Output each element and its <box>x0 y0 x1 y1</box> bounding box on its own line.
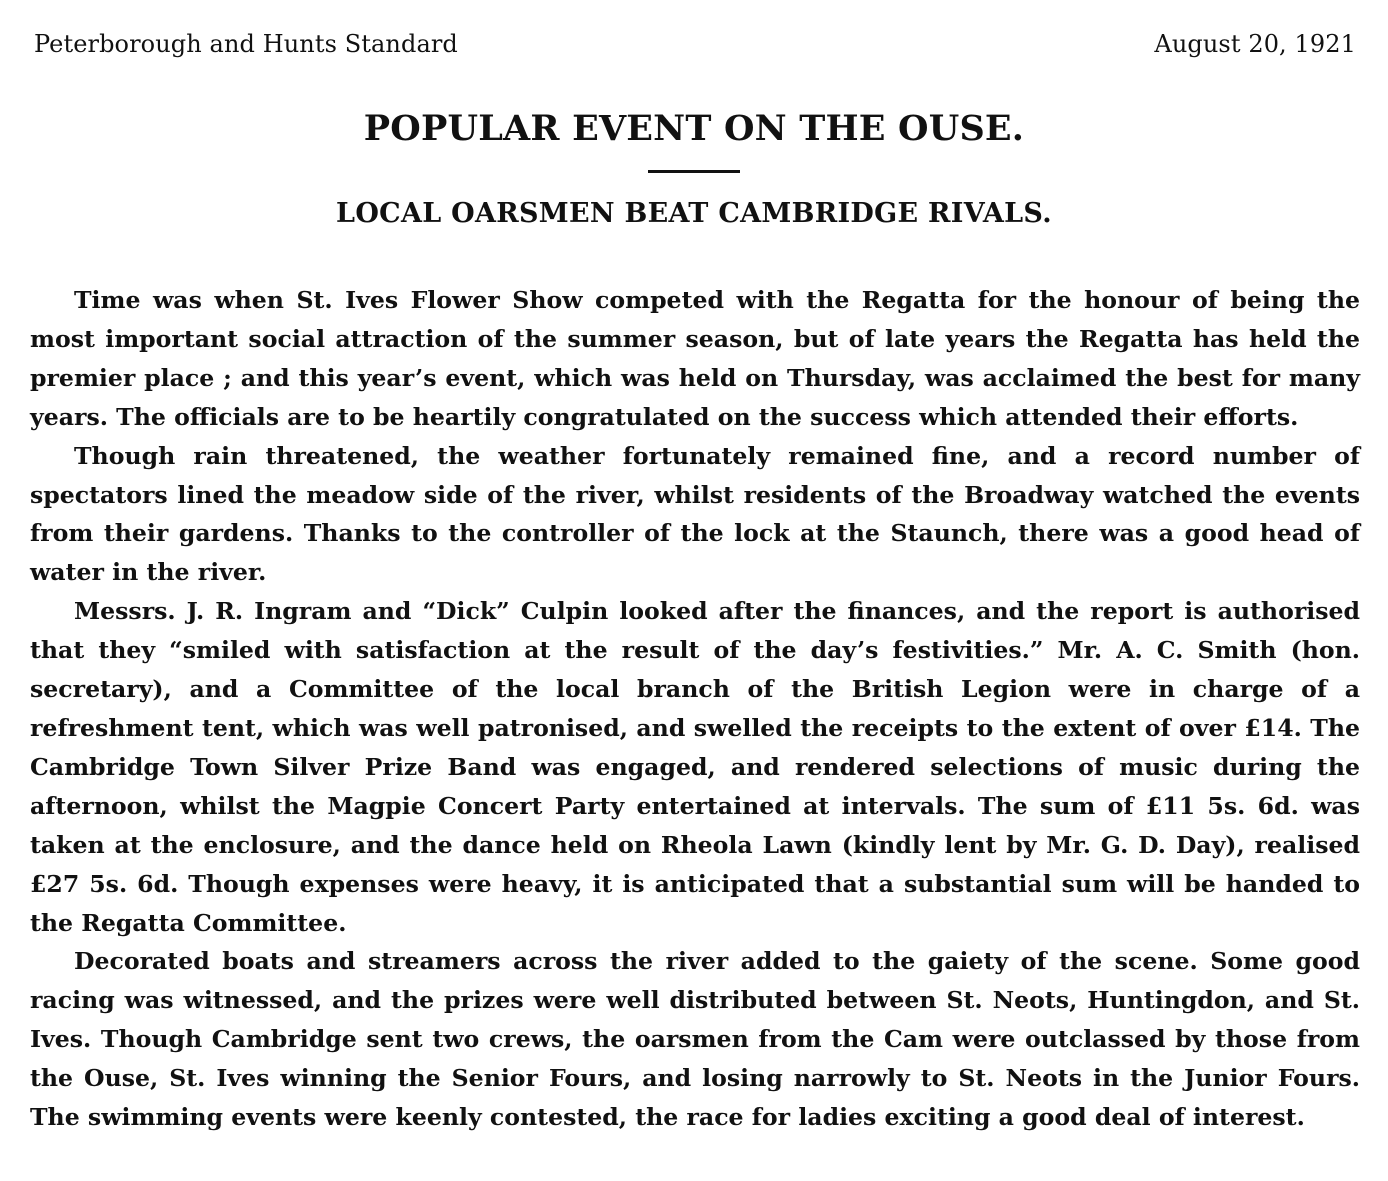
article-subheadline: LOCAL OARSMEN BEAT CAMBRIDGE RIVALS. <box>336 198 1052 229</box>
article-body <box>30 281 1360 1137</box>
article-headline: POPULAR EVENT ON THE OUSE. <box>363 108 1025 149</box>
headline-divider <box>648 170 740 173</box>
article-paragraph: Decorated boats and streamers across the river added to the gaiety of the scene. Some good racing was witnessed, and the prizes were well distributed between St. Neots, Huntingdon, and St. Ives. Though Cambridge sent two crews, the oarsmen from the Cam were outclassed by those from the Ouse, St. Ives winning the Senior Fours, and losing narrowly to St. Neots in the Junior Fours. The swimming events were keenly contested, the race for ladies exciting a good deal of interest. <box>30 947 1360 1132</box>
masthead <box>34 30 1356 64</box>
article-paragraph: Messrs. J. R. Ingram and “Dick” Culpin looked after the finances, and the report is authorised that they “smiled with satisfaction at the result of the day’s festivities.” Mr. A. C. Smith (hon. secretary), and a Committee of the local branch of the British Legion were in charge of a refreshment tent, which was well patronised, and swelled the receipts to the extent of over £14. The Cambridge Town Silver Prize Band was engaged, and rendered selections of music during the afternoon, whilst the Magpie Concert Party entertained at intervals. The sum of £11 5s. 6d. was taken at the enclosure, and the dance held on Rheola Lawn (kindly lent by Mr. G. D. Day), realised £27 5s. 6d. Though expenses were heavy, it is anticipated that a substantial sum will be handed to the Regatta Committee. <box>30 597 1360 937</box>
article-paragraph: Time was when St. Ives Flower Show competed with the Regatta for the honour of being the most important social attraction of the summer season, but of late years the Regatta has held the premier place ; and this year’s event, which was held on Thursday, was acclaimed the best for many years. The officials are to be heartily congratulated on the success which attended their efforts. <box>30 286 1360 431</box>
publication-date: August 20, 1921 <box>1154 30 1356 58</box>
article-paragraph: Though rain threatened, the weather fortunately remained fine, and a record number of spectators lined the meadow side of the river, whilst residents of the Broadway watched the events from their gardens. Thanks to the controller of the lock at the Staunch, there was a good head of water in the river. <box>30 441 1360 587</box>
publication-name: Peterborough and Hunts Standard <box>34 30 458 58</box>
